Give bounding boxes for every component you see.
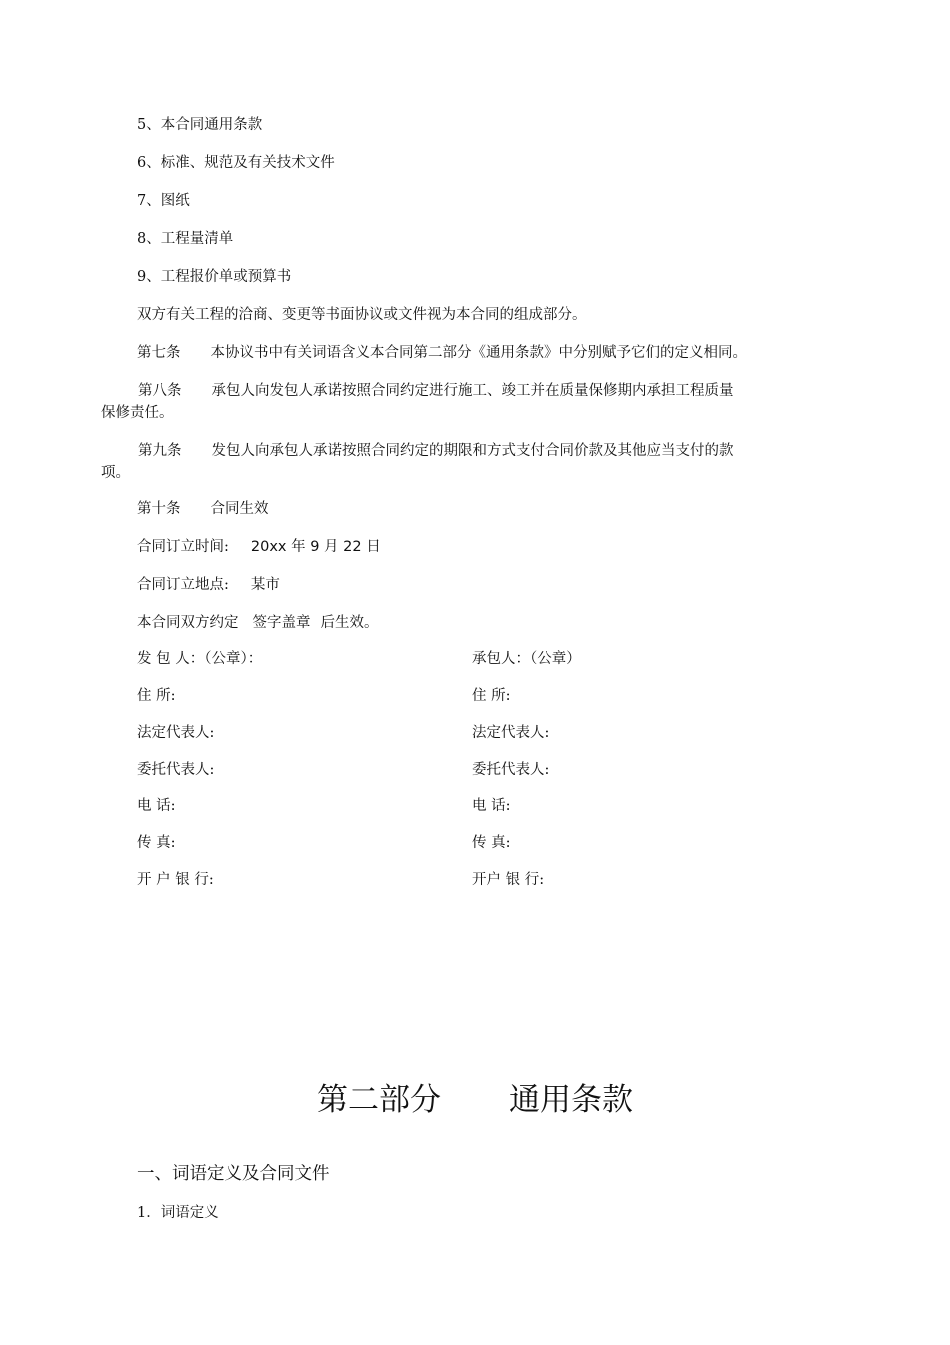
article-8-text-line1: 承包人向发包人承诺按照合同约定进行施工、竣工并在质量保修期内承担工程质量 xyxy=(211,383,734,399)
contract-effect xyxy=(137,613,379,633)
article-9 xyxy=(101,440,734,484)
part-two-title-right: 通用条款 xyxy=(509,1082,633,1118)
contractor-party: 承包人：（公章） xyxy=(472,651,581,667)
list-item: 7、图纸 xyxy=(137,193,190,209)
employer-address: 住 所: xyxy=(137,688,176,704)
employer-phone: 电 话: xyxy=(137,798,176,814)
effect-text-3: 后生效。 xyxy=(320,615,379,631)
composition-note: 双方有关工程的洽商、变更等书面协议或文件视为本合同的组成部分。 xyxy=(137,307,587,323)
employer-bank: 开 户 银 行: xyxy=(137,872,214,888)
article-7 xyxy=(137,343,747,363)
employer-party: 发 包 人：（公章）： xyxy=(137,651,263,667)
article-10 xyxy=(137,499,269,519)
article-7-text: 本协议书中有关词语含义本合同第二部分《通用条款》中分别赋予它们的定义相同。 xyxy=(210,345,747,361)
employer-agent: 委托代表人: xyxy=(137,762,215,778)
part-two-title-left: 第二部分 xyxy=(317,1082,441,1118)
contract-place xyxy=(137,575,280,595)
article-9-label: 第九条 xyxy=(138,443,182,459)
contractor-bank: 开户 银 行: xyxy=(472,872,545,888)
contract-place-value: 某市 xyxy=(250,577,280,593)
effect-text-1: 本合同双方约定 xyxy=(137,615,239,631)
effect-text-2: 签字盖章 xyxy=(252,615,311,631)
article-10-text: 合同生效 xyxy=(210,501,269,517)
article-9-text-line1: 发包人向承包人承诺按照合同约定的期限和方式支付合同价款及其他应当支付的款 xyxy=(211,443,734,459)
list-item: 6、标准、规范及有关技术文件 xyxy=(137,155,335,171)
article-8 xyxy=(101,380,734,424)
employer-legal-rep: 法定代表人: xyxy=(137,725,215,741)
section-heading: 一、词语定义及合同文件 xyxy=(137,1164,330,1184)
list-item: 9、工程报价单或预算书 xyxy=(137,269,292,285)
contractor-legal-rep: 法定代表人: xyxy=(472,725,550,741)
article-9-text-line2: 项。 xyxy=(101,465,130,481)
list-item: 8、工程量清单 xyxy=(137,231,234,247)
article-8-text-line2: 保修责任。 xyxy=(101,405,174,421)
article-10-label: 第十条 xyxy=(137,501,181,517)
contractor-fax: 传 真: xyxy=(472,835,511,851)
contractor-phone: 电 话: xyxy=(472,798,511,814)
subsection-heading: 1．词语定义 xyxy=(137,1205,219,1221)
contractor-agent: 委托代表人: xyxy=(472,762,550,778)
contract-date-label: 合同订立时间: xyxy=(137,539,229,555)
contract-date xyxy=(137,537,381,557)
contract-place-label: 合同订立地点: xyxy=(137,577,229,593)
contract-date-value: 20xx 年 9 月 22 日 xyxy=(250,539,381,555)
article-8-label: 第八条 xyxy=(138,383,182,399)
employer-fax: 传 真: xyxy=(137,835,176,851)
part-two-title xyxy=(0,1078,950,1122)
article-7-label: 第七条 xyxy=(137,345,181,361)
list-item: 5、本合同通用条款 xyxy=(137,117,263,133)
contractor-address: 住 所: xyxy=(472,688,511,704)
